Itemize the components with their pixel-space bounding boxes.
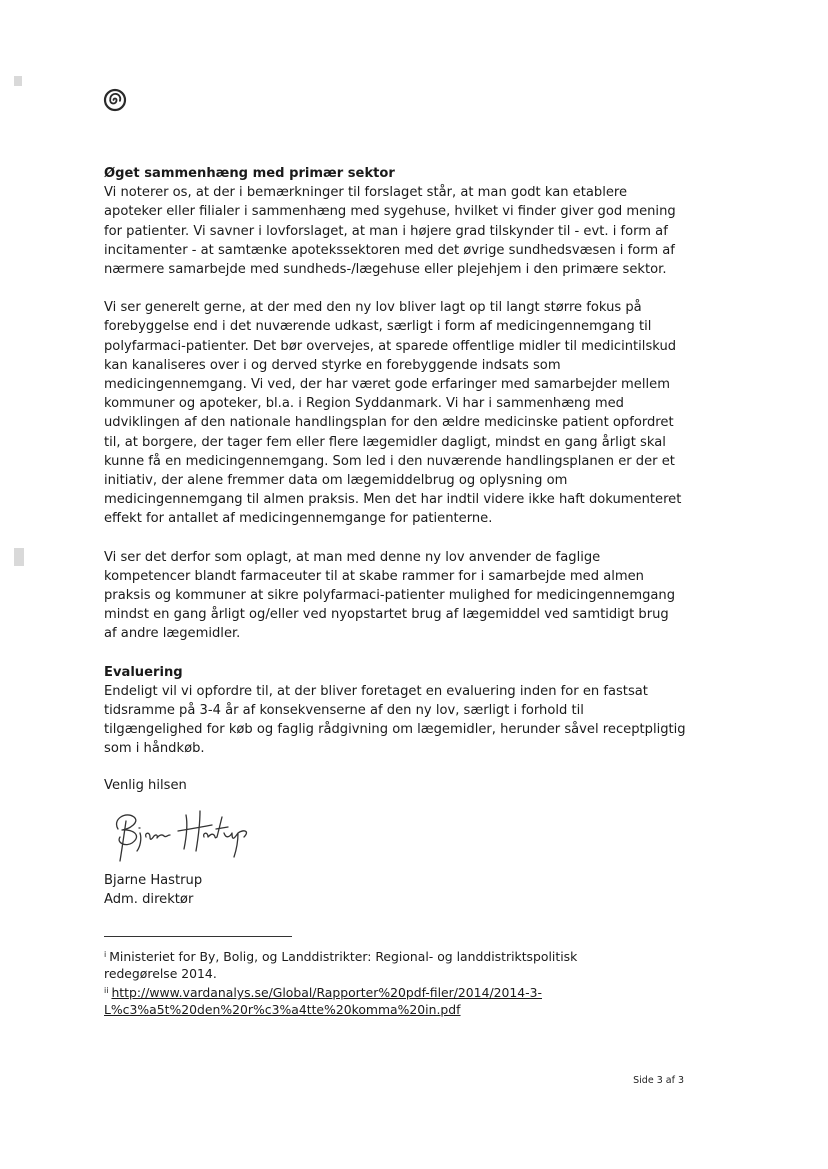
text-line: udviklingen af den nationale handlingsplan for den ældre medicinske patient opfordret bbox=[104, 415, 674, 431]
letter-body bbox=[104, 164, 704, 909]
text-line: effekt for antallet af medicingennemgange for patienterne. bbox=[104, 511, 493, 527]
text-line: tilgængelighed for køb og faglig rådgivning om lægemidler, herunder såvel receptpligtig bbox=[104, 722, 686, 738]
text-line: medicingennemgang til almen praksis. Men det har indtil videre ikke haft dokumenteret bbox=[104, 492, 682, 508]
text-line: medicingennemgang. Vi ved, der har været gode erfaringer med samarbejder mellem bbox=[104, 377, 670, 393]
section-primary-sector bbox=[104, 164, 704, 279]
text-line: forebyggelse end i det nuværende udkast, særligt i form af medicingennemgang til bbox=[104, 319, 652, 335]
scan-mark bbox=[14, 548, 24, 566]
footnote-text: redegørelse 2014. bbox=[104, 966, 217, 981]
scan-mark bbox=[14, 76, 22, 86]
footnotes bbox=[104, 946, 704, 1018]
text-line: af andre lægemidler. bbox=[104, 626, 241, 642]
text-line: kompetencer blandt farmaceuter til at skabe rammer for i samarbejde med almen bbox=[104, 568, 644, 584]
text-line: Vi noterer os, at der i bemærkninger til forslaget står, at man godt kan etablere bbox=[104, 185, 628, 201]
page-number: Side 3 af 3 bbox=[633, 1075, 684, 1086]
text-line: incitamenter - at samtænke apotekssektoren med det øvrige sundhedsvæsen i form af bbox=[104, 242, 675, 258]
text-line: Vi ser det derfor som oplagt, at man med denne ny lov anvender de faglige bbox=[104, 549, 601, 565]
text-line: for patienter. Vi savner i lovforslaget, at man i højere grad tilskynder til - evt. i form af bbox=[104, 223, 668, 239]
text-line: praksis og kommuner at sikre polyfarmaci-patienter mulighed for medicingennemgang bbox=[104, 588, 676, 604]
footnote bbox=[104, 946, 704, 982]
handwritten-signature bbox=[104, 803, 274, 863]
section-heading: Øget sammenhæng med primær sektor bbox=[104, 166, 395, 181]
paragraph bbox=[104, 682, 704, 759]
footnote-separator bbox=[104, 936, 292, 937]
closing-greeting: Venlig hilsen bbox=[104, 777, 187, 793]
paragraph bbox=[104, 298, 704, 528]
paragraph bbox=[104, 548, 704, 644]
footnote bbox=[104, 982, 704, 1018]
text-line: som i håndkøb. bbox=[104, 741, 205, 757]
footnote-link[interactable]: http://www.vardanalys.se/Global/Rapporter%20pdf-filer/2014/2014-3- bbox=[111, 985, 542, 1000]
text-line: nærmere samarbejde med sundheds-/lægehuse eller plejehjem i den primære sektor. bbox=[104, 262, 667, 278]
spiral-logo-icon bbox=[103, 88, 127, 112]
text-line: kommuner og apoteker, bl.a. i Region Syddanmark. Vi har i sammenhæng med bbox=[104, 396, 624, 412]
footnote-link[interactable]: L%c3%a5t%20den%20r%c3%a4tte%20komma%20in.pdf bbox=[104, 1002, 461, 1017]
footnote-text: Ministeriet for By, Bolig, og Landdistrikter: Regional- og landdistriktspolitisk bbox=[109, 949, 578, 964]
signer-title: Adm. direktør bbox=[104, 892, 194, 908]
text-line: Endeligt vil vi opfordre til, at der bliver foretaget en evaluering inden for en fastsat bbox=[104, 683, 648, 699]
signer-name: Bjarne Hastrup bbox=[104, 872, 203, 888]
text-line: initiativ, der alene fremmer data om lægemiddelbrug og oplysning om bbox=[104, 473, 568, 489]
text-line: kunne få en medicingennemgang. Som led i den nuværende handlingsplanen er der et bbox=[104, 453, 675, 469]
text-line: Vi ser generelt gerne, at der med den ny lov bliver lagt op til langt større fokus på bbox=[104, 300, 642, 316]
text-line: kan kanaliseres over i og derved styrke en forebyggende indsats som bbox=[104, 357, 561, 373]
paragraph bbox=[104, 183, 704, 279]
text-line: apoteker eller filialer i sammenhæng med sygehuse, hvilket vi finder giver god mening bbox=[104, 204, 676, 220]
text-line: tidsramme på 3-4 år af konsekvenserne af den ny lov, særligt i forhold til bbox=[104, 703, 584, 719]
section-heading: Evaluering bbox=[104, 664, 183, 680]
footnote-marker: ii bbox=[104, 986, 109, 995]
footnote-marker: i bbox=[104, 950, 107, 959]
text-line: mindst en gang årligt og/eller ved nyopstartet brug af lægemiddel ved samtidigt brug bbox=[104, 607, 669, 623]
signer-block bbox=[104, 871, 704, 909]
text-line: til, at borgere, der tager fem eller flere lægemidler dagligt, mindst en gang årligt skal bbox=[104, 434, 666, 450]
section-evaluation bbox=[104, 663, 704, 759]
text-line: polyfarmaci-patienter. Det bør overvejes, at sparede offentlige midler til medicintilskud bbox=[104, 338, 677, 354]
